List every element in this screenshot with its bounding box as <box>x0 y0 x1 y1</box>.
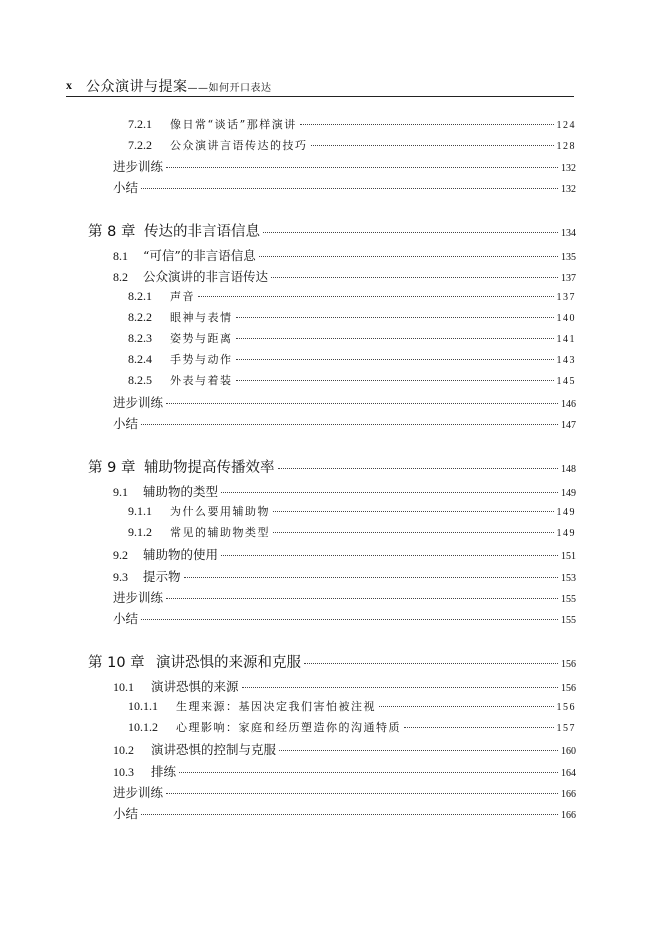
toc-entry[interactable] <box>128 372 576 392</box>
leader-dots <box>271 277 558 278</box>
toc-entry-page: 160 <box>561 746 576 757</box>
toc-entry-label: 演讲恐惧的来源 <box>151 679 239 694</box>
toc-entry[interactable] <box>128 116 576 136</box>
toc-entry-label: 进步训练 <box>113 590 164 605</box>
toc-entry-number: 9.1.1 <box>128 504 152 518</box>
leader-dots <box>242 687 558 688</box>
toc-entry-page: 141 <box>556 334 576 345</box>
toc-entry-number: 9.3 <box>113 570 128 584</box>
toc-chapter-entry[interactable] <box>88 220 576 240</box>
toc-entry-number: 8.2.5 <box>128 373 152 387</box>
toc-entry-label: 眼神与表情 <box>170 311 233 324</box>
chapter-number: 第 10 章 <box>88 655 145 671</box>
toc-entry[interactable] <box>113 157 576 177</box>
toc-entry-label: 排练 <box>151 764 177 779</box>
leader-dots <box>179 772 558 773</box>
toc-entry-page: 137 <box>556 292 576 303</box>
toc-entry-number: 7.2.1 <box>128 117 152 131</box>
toc-entry-page: 132 <box>561 184 576 195</box>
toc-entry-number: 7.2.2 <box>128 138 152 152</box>
toc-entry-label: 辅助物的使用 <box>143 547 219 562</box>
chapter-number: 第 9 章 <box>88 460 136 476</box>
toc-entry-page: 147 <box>561 420 576 431</box>
toc-entry-number: 8.2 <box>113 270 128 284</box>
leader-dots <box>141 424 558 425</box>
leader-dots <box>236 338 554 339</box>
leader-dots <box>236 317 554 318</box>
toc-entry-label: 公众演讲的非言语传达 <box>143 269 269 284</box>
toc-entry[interactable] <box>113 545 576 565</box>
toc-entry[interactable] <box>113 804 576 824</box>
toc-entry-page: 155 <box>561 594 576 605</box>
leader-dots <box>304 663 558 664</box>
toc-entry-page: 156 <box>561 683 576 694</box>
toc-entry-label: 像日常“谈话”那样演讲 <box>170 118 297 131</box>
toc-entry-label: 演讲恐惧的控制与克服 <box>151 742 277 757</box>
toc-entry-label: 公众演讲言语传达的技巧 <box>170 139 308 152</box>
leader-dots <box>300 124 554 125</box>
leader-dots <box>279 750 558 751</box>
toc-entry[interactable] <box>128 309 576 329</box>
toc-entry-label: “可信”的非言语信息 <box>143 248 256 263</box>
toc-entry[interactable] <box>113 567 576 587</box>
toc-entry-page: 157 <box>556 723 576 734</box>
leader-dots <box>273 532 554 533</box>
toc-entry-label: 进步训练 <box>113 785 164 800</box>
leader-dots <box>278 468 559 469</box>
toc-entry-label: 辅助物的类型 <box>143 484 219 499</box>
leader-dots <box>166 167 558 168</box>
leader-dots <box>198 296 554 297</box>
toc-entry-number: 8.2.2 <box>128 310 152 324</box>
toc-entry-page: 124 <box>556 120 576 131</box>
toc-entry-number: 9.1 <box>113 485 128 499</box>
toc-entry-number: 8.2.1 <box>128 289 152 303</box>
toc-entry[interactable] <box>128 330 576 350</box>
toc-entry-page: 166 <box>561 810 576 821</box>
toc-entry-number: 8.1 <box>113 249 128 263</box>
toc-entry-number: 9.1.2 <box>128 525 152 539</box>
toc-entry-page: 146 <box>561 399 576 410</box>
toc-entry-number: 10.1.1 <box>128 699 158 713</box>
book-subtitle: ——如何开口表达 <box>187 83 272 94</box>
chapter-title: 辅助物提高传播效率 <box>144 460 275 476</box>
toc-entry-page: 135 <box>561 252 576 263</box>
toc-entry[interactable] <box>113 246 576 266</box>
leader-dots <box>221 555 558 556</box>
toc-entry-number: 9.2 <box>113 548 128 562</box>
toc-entry-label: 小结 <box>113 416 139 431</box>
toc-entry-page: 149 <box>561 488 576 499</box>
toc-entry-number: 8.2.3 <box>128 331 152 345</box>
toc-entry-page: 148 <box>561 464 576 475</box>
toc-entry-label: 小结 <box>113 611 139 626</box>
leader-dots <box>141 188 558 189</box>
book-title: 公众演讲与提案——如何开口表达 <box>86 79 272 95</box>
toc-entry[interactable] <box>113 588 576 608</box>
leader-dots <box>404 727 554 728</box>
toc-entry-page: 155 <box>561 615 576 626</box>
toc-entry[interactable] <box>113 414 576 434</box>
toc-entry-page: 145 <box>556 376 576 387</box>
toc-entry[interactable] <box>113 762 576 782</box>
leader-dots <box>236 359 554 360</box>
toc-entry-number: 10.3 <box>113 765 134 779</box>
toc-entry[interactable] <box>113 740 576 760</box>
leader-dots <box>263 232 558 233</box>
toc-entry-number: 10.1 <box>113 680 134 694</box>
toc-entry-label: 生理来源：基因决定我们害怕被注视 <box>176 700 376 713</box>
toc-entry-label: 小结 <box>113 806 139 821</box>
toc-entry-page: 140 <box>556 313 576 324</box>
toc-entry-label: 提示物 <box>143 569 181 584</box>
toc-entry-page: 156 <box>561 659 576 670</box>
toc-entry-label: 声音 <box>170 290 195 303</box>
chapter-title: 传达的非言语信息 <box>144 224 260 240</box>
toc-entry-number: 8.2.4 <box>128 352 152 366</box>
toc-entry[interactable] <box>128 137 576 157</box>
toc-entry[interactable] <box>113 609 576 629</box>
toc-entry-label: 手势与动作 <box>170 353 233 366</box>
toc-entry[interactable] <box>128 524 576 544</box>
toc-entry-label: 进步训练 <box>113 395 164 410</box>
leader-dots <box>236 380 554 381</box>
toc-chapter-entry[interactable] <box>88 456 576 476</box>
toc-entry[interactable] <box>113 482 576 502</box>
toc-entry-label: 心理影响：家庭和经历塑造你的沟通特质 <box>176 721 401 734</box>
toc-entry-page: 149 <box>556 507 576 518</box>
toc-entry-page: 166 <box>561 789 576 800</box>
toc-entry-number: 10.2 <box>113 743 134 757</box>
toc-entry[interactable] <box>128 351 576 371</box>
page-number: x <box>66 78 72 92</box>
leader-dots <box>166 598 558 599</box>
leader-dots <box>221 492 558 493</box>
toc-entry-label: 姿势与距离 <box>170 332 233 345</box>
toc-entry-label: 常见的辅助物类型 <box>170 526 270 539</box>
leader-dots <box>273 511 554 512</box>
toc-entry-page: 134 <box>561 228 576 239</box>
leader-dots <box>311 145 554 146</box>
leader-dots <box>259 256 558 257</box>
toc-entry-label: 为什么要用辅助物 <box>170 505 270 518</box>
toc-entry-number: 10.1.2 <box>128 720 158 734</box>
running-header <box>66 78 574 97</box>
toc-entry-page: 149 <box>556 528 576 539</box>
toc-entry-label: 外表与着装 <box>170 374 233 387</box>
toc-entry-page: 151 <box>561 551 576 562</box>
leader-dots <box>141 814 558 815</box>
toc-entry-page: 164 <box>561 768 576 779</box>
toc-entry-page: 137 <box>561 273 576 284</box>
chapter-number: 第 8 章 <box>88 224 136 240</box>
toc-entry-page: 143 <box>556 355 576 366</box>
toc-entry[interactable] <box>113 783 576 803</box>
toc-entry[interactable] <box>128 288 576 308</box>
leader-dots <box>379 706 554 707</box>
leader-dots <box>166 793 558 794</box>
toc-entry[interactable] <box>113 677 576 697</box>
toc-entry[interactable] <box>113 393 576 413</box>
toc-entry-page: 153 <box>561 573 576 584</box>
toc-entry[interactable] <box>113 178 576 198</box>
toc-entry-label: 小结 <box>113 180 139 195</box>
toc-entry[interactable] <box>128 719 576 739</box>
leader-dots <box>166 403 558 404</box>
toc-entry-page: 128 <box>556 141 576 152</box>
toc-entry-page: 132 <box>561 163 576 174</box>
toc-entry[interactable] <box>113 267 576 287</box>
toc-entry-page: 156 <box>556 702 576 713</box>
toc-entry[interactable] <box>128 503 576 523</box>
leader-dots <box>184 577 558 578</box>
toc-entry[interactable] <box>128 698 576 718</box>
toc-chapter-entry[interactable] <box>88 651 576 671</box>
toc-entry-label: 进步训练 <box>113 159 164 174</box>
chapter-title: 演讲恐惧的来源和克服 <box>156 655 301 671</box>
leader-dots <box>141 619 558 620</box>
